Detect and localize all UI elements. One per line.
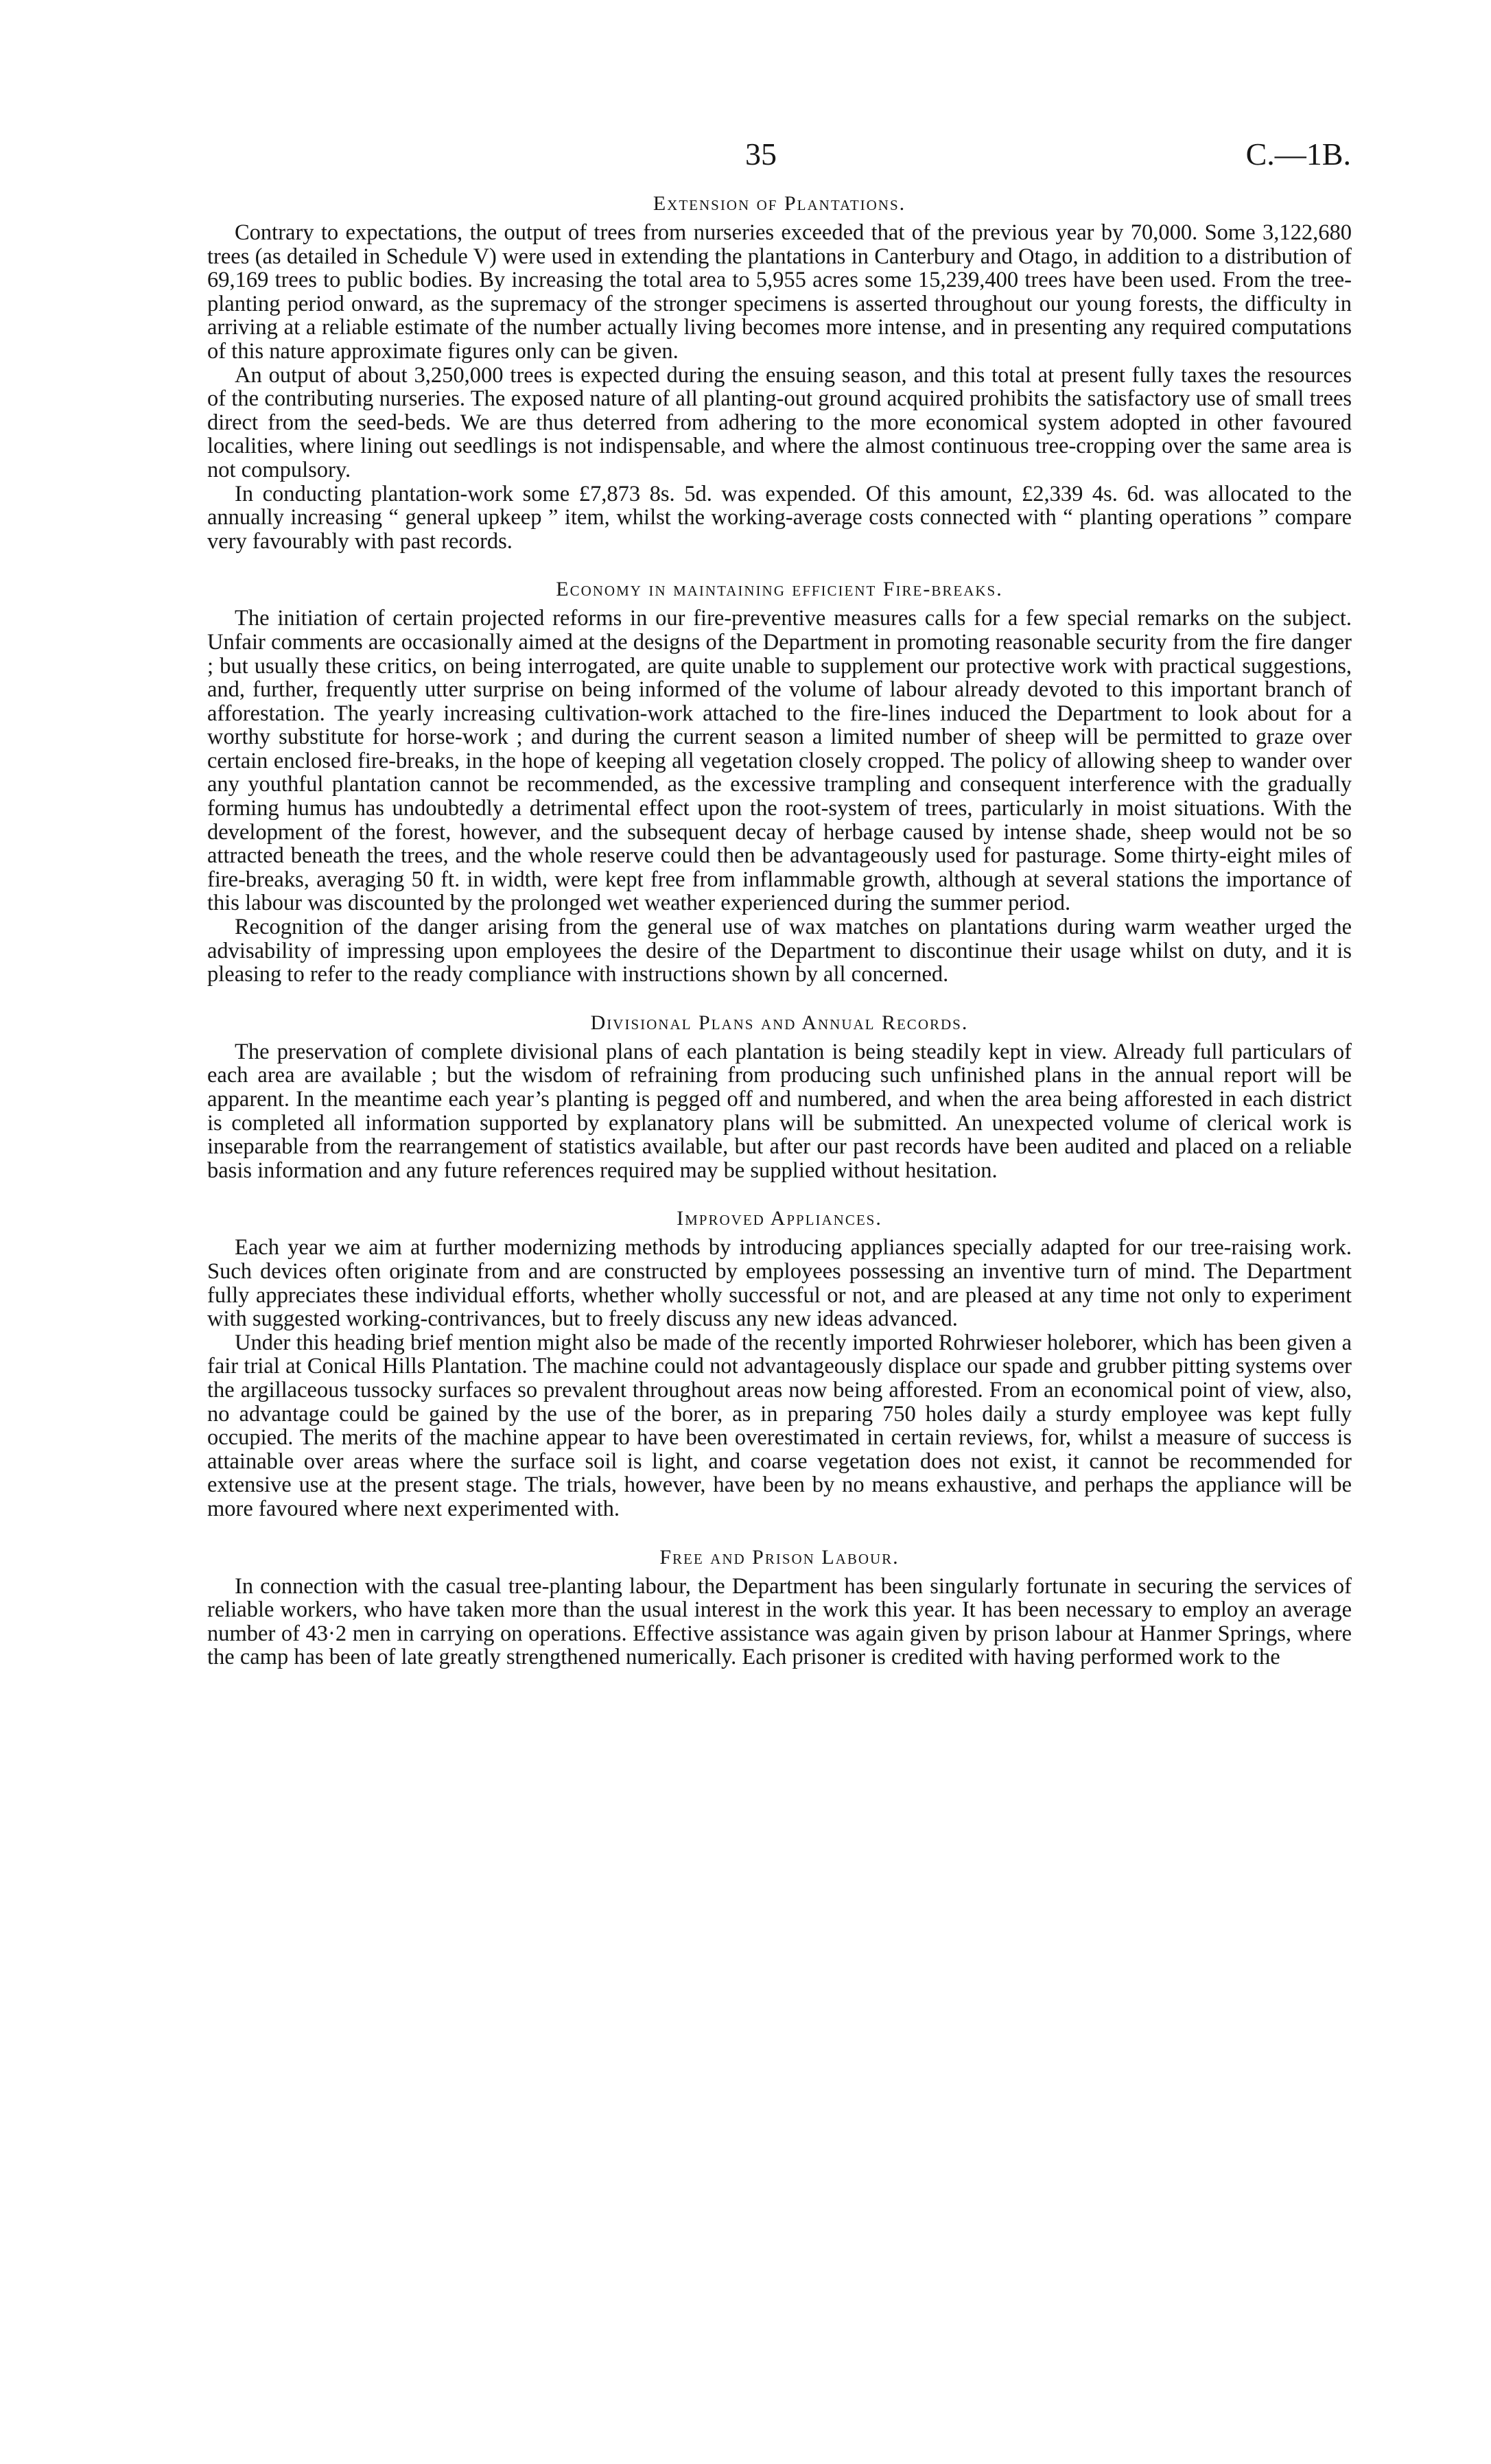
section-heading: Improved Appliances. (677, 1207, 882, 1230)
section-heading: Economy in maintaining efficient Fire-breaks. (556, 578, 1003, 601)
page-header (0, 136, 1491, 177)
section-heading: Extension of Plantations. (653, 192, 906, 215)
paragraph: Recognition of the danger arising from the general use of wax matches on plantations during warm weather urged the advisability of impressing upon employees the desire of the Department to discontinue their usage whilst on duty, and it is pleasing to refer to the ready compliance with instructions shown by all concerned. (207, 915, 1352, 987)
paragraph: An output of about 3,250,000 trees is expected during the ensuing season, and this total at present fully taxes the resources of the contributing nurseries. The exposed nature of all planting-out ground acquired prohibits the satisfactory use of small trees direct from the seed-beds. We are thus deterred from adhering to the more economical system adopted in other favoured localities, where lining out seedlings is not indispensable, and where the almost continuous tree-cropping over the same area is not compulsory. (207, 362, 1352, 482)
section-extension-of-plantations (207, 192, 1352, 553)
section-divisional-plans (207, 1011, 1352, 1183)
section-heading: Free and Prison Labour. (659, 1545, 900, 1569)
paragraph: Under this heading brief mention might also be made of the recently imported Rohrwieser holeborer, which has been given a fair trial at Conical Hills Plantation. The machine could not advantageously displace our spade and grubber pitting systems over the argillaceous tussocky surfaces so prevalent throughout areas now being afforested. From an economical point of view, also, no advantage could be gained by the use of the borer, as in preparing 750 holes daily a sturdy employee was kept fully occupied. The merits of the machine appear to have been overestimated in certain reviews, for, whilst a measure of success is attainable over areas where the surface soil is light, and coarse vegetation does not exist, it cannot be recommended for extensive use at the present stage. The trials, however, have been by no means exhaustive, and perhaps the appliance will be more favoured where next experimented with. (207, 1330, 1352, 1521)
paragraph: The preservation of complete divisional plans of each plantation is being steadily kept in view. Already full particulars of each area are available ; but the wisdom of refraining from producing such unfinished plans in the annual report will be apparent. In the meantime each year’s planting is pegged off and numbered, and when the area being afforested in each district is completed all information supported by explanatory plans will be submitted. An unexpected volume of clerical work is inseparable from the rearrangement of statistics available, but after our past records have been audited and placed on a reliable basis information and any future references required may be supplied without hesitation. (207, 1039, 1352, 1183)
paragraph: Each year we aim at further modernizing methods by introducing appliances specially adapted for our tree-raising work. Such devices often originate from and are constructed by employees possessing an inventive turn of mind. The Department fully appreciates these individual efforts, whether wholly successful or not, and are pleased at any time not only to experiment with suggested working-contrivances, but to freely discuss any new ideas advanced. (207, 1235, 1352, 1332)
section-heading: Divisional Plans and Annual Records. (590, 1011, 969, 1034)
paragraph: Contrary to expectations, the output of trees from nurseries exceeded that of the previous year by 70,000. Some 3,122,680 trees (as detailed in Schedule V) were used in extending the plantations in Canterbury and Otago, in addition to a distribution of 69,169 trees to public bodies. By increasing the total area to 5,955 acres some 15,239,400 trees have been used. From the tree-planting period onward, as the supremacy of the stronger specimens is asserted throughout our young forests, the difficulty in arriving at a reliable estimate of the number actually living becomes more intense, and in presenting any required computations of this nature approximate figures only can be given. (207, 220, 1352, 364)
section-improved-appliances (207, 1207, 1352, 1521)
page-number: 35 (745, 137, 777, 172)
section-economy-fire-breaks (207, 578, 1352, 987)
paragraph: In conducting plantation-work some £7,873 8s. 5d. was expended. Of this amount, £2,339 4s. 6d. was allocated to the annually increasing “ general upkeep ” item, whilst the working-average costs connected with “ planting operations ” compare very favourably with past records. (207, 481, 1352, 554)
paragraph: The initiation of certain projected reforms in our fire-preventive measures calls for a few special remarks on the subject. Unfair comments are occasionally aimed at the designs of the Department in promoting reasonable security from the fire danger ; but usually these critics, on being interrogated, are quite unable to supplement our protective work with practical suggestions, and, further, frequently utter surprise on being informed of the volume of labour already devoted to this important branch of afforestation. The yearly increasing cultivation-work attached to the fire-lines induced the Department to look about for a worthy substitute for horse-work ; and during the current season a limited number of sheep will be permitted to graze over certain enclosed fire-breaks, in the hope of keeping all vegetation closely cropped. The policy of allowing sheep to wander over any youthful plantation cannot be recommended, as the excessive trampling and consequent interference with the gradually forming humus has undoubtedly a detrimental effect upon the root-system of trees, particularly in moist situations. With the development of the forest, however, and the subsequent decay of herbage caused by intense shade, sheep would not be so attracted beneath the trees, and the whole reserve could then be advantageously used for pasturage. Some thirty-eight miles of fire-breaks, averaging 50 ft. in width, were kept free from inflammable growth, although at several stations the importance of this labour was discounted by the prolonged wet weather experienced during the summer period. (207, 606, 1352, 916)
document-reference: C.—1B. (1245, 137, 1351, 172)
section-free-and-prison-labour (207, 1546, 1352, 1669)
document-body (207, 192, 1352, 1694)
paragraph: In connection with the casual tree-planting labour, the Department has been singularly fortunate in securing the services of reliable workers, who have taken more than the usual interest in the work this year. It has been necessary to employ an average number of 43·2 men in carrying on operations. Effective assistance was again given by prison labour at Hanmer Springs, where the camp has been of late greatly strengthened numerically. Each prisoner is credited with having performed work to the (207, 1573, 1352, 1670)
